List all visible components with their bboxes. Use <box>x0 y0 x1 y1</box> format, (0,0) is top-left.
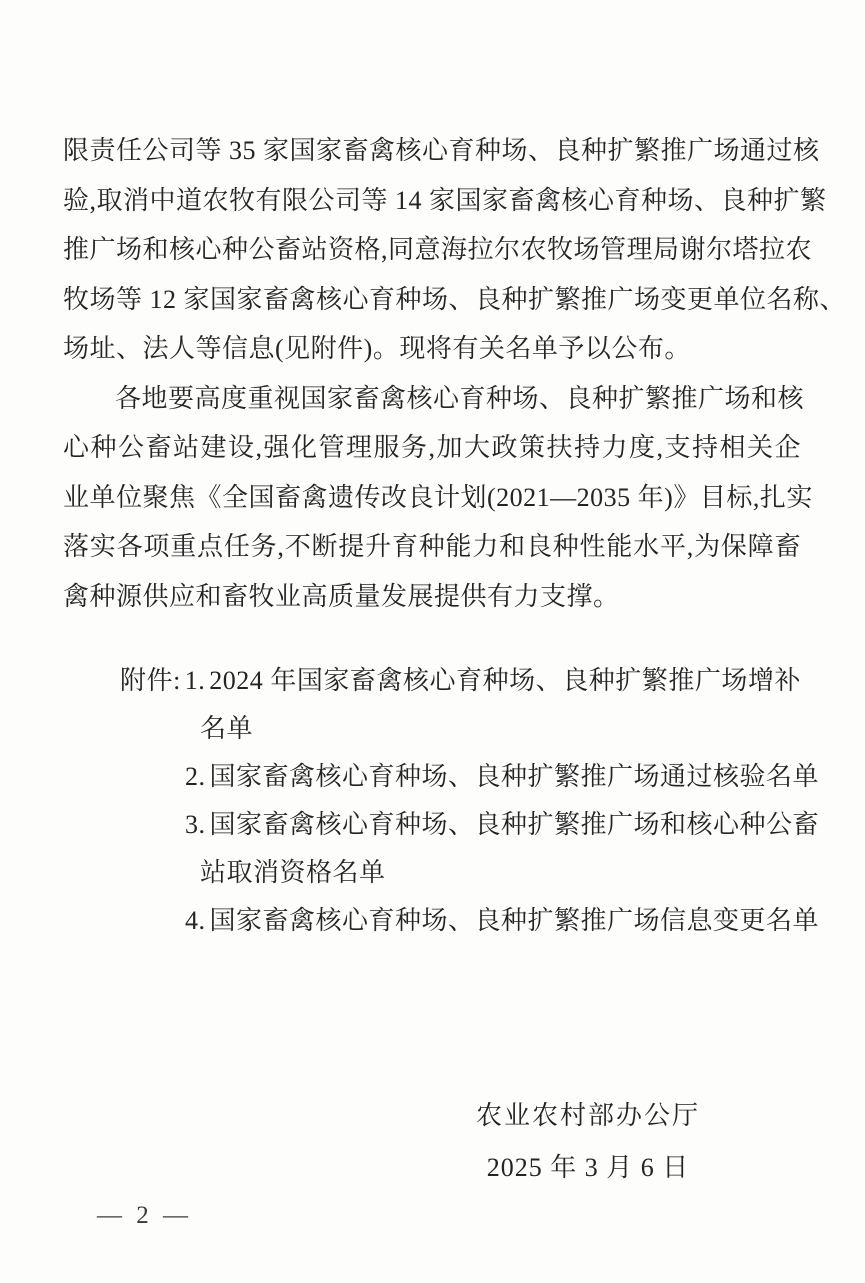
text-line: 牧场等 12 家国家畜禽核心育种场、良种扩繁推广场变更单位名称、 <box>63 284 847 314</box>
attachment-item-1 <box>63 657 801 705</box>
attachment-item-4 <box>63 897 820 945</box>
attachment-text: 2024 年国家畜禽核心育种场、良种扩繁推广场增补 <box>209 666 801 695</box>
attachment-item-2 <box>63 753 820 801</box>
text-line: 限责任公司等 35 家国家畜禽核心育种场、良种扩繁推广场通过核 <box>63 136 820 165</box>
page-number: — 2 — <box>97 1202 192 1229</box>
paragraph-1 <box>63 126 847 374</box>
signature-block <box>476 1091 700 1192</box>
paragraph-2 <box>63 374 813 622</box>
attachment-list <box>63 657 820 945</box>
attachment-item-1-continued: 名单 <box>200 714 254 743</box>
text-line: 验,取消中道农牧有限公司等 14 家国家畜禽核心育种场、良种扩繁 <box>63 185 827 215</box>
text-line: 业单位聚焦《全国畜禽遗传改良计划(2021—2035 年)》目标,扎实 <box>63 482 813 512</box>
attachment-label: 附件: <box>120 666 181 695</box>
attachment-text: 国家畜禽核心育种场、良种扩繁推广场信息变更名单 <box>209 906 820 935</box>
attachment-item-3-continued: 站取消资格名单 <box>200 858 386 887</box>
text-line: 禽种源供应和畜牧业高质量发展提供有力支撑。 <box>63 581 620 611</box>
attachment-text: 国家畜禽核心育种场、良种扩繁推广场和核心种公畜 <box>209 810 820 839</box>
signature-date: 2025 年 3 月 6 日 <box>486 1153 690 1182</box>
attachment-number: 3. <box>185 810 206 839</box>
text-line: 心种公畜站建设,强化管理服务,加大政策扶持力度,支持相关企 <box>63 433 801 462</box>
attachment-number: 1. <box>184 666 206 695</box>
attachment-item-3 <box>63 801 820 849</box>
signature-issuer: 农业农村部办公厅 <box>475 1101 700 1130</box>
attachment-number: 2. <box>185 762 206 791</box>
attachment-number: 4. <box>185 906 206 935</box>
text-line: 场址、法人等信息(见附件)。现将有关名单予以公布。 <box>63 334 691 363</box>
attachment-text: 国家畜禽核心育种场、良种扩繁推广场通过核验名单 <box>209 762 820 791</box>
text-line: 各地要高度重视国家畜禽核心育种场、良种扩繁推广场和核 <box>115 383 805 413</box>
text-line: 推广场和核心种公畜站资格,同意海拉尔农牧场管理局谢尔塔拉农 <box>63 235 813 264</box>
text-line: 落实各项重点任务,不断提升育种能力和良种性能水平,为保障畜 <box>63 532 801 561</box>
